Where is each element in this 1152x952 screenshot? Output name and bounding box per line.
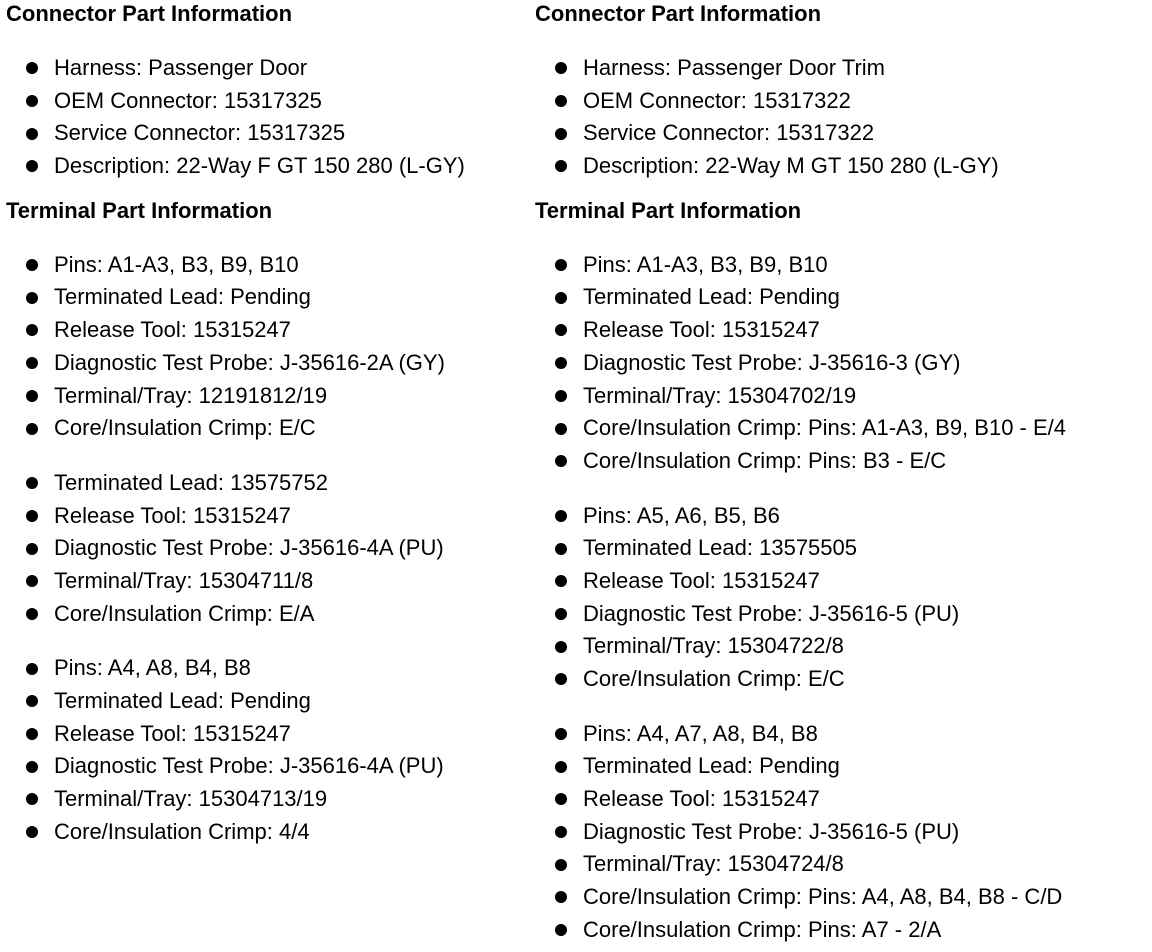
list-item: Terminated Lead: Pending bbox=[535, 750, 1147, 783]
connector-part-heading: Connector Part Information bbox=[535, 1, 822, 26]
list-item: Diagnostic Test Probe: J-35616-4A (PU) bbox=[6, 750, 526, 783]
list-item: Release Tool: 15315247 bbox=[535, 565, 1147, 598]
connector-part-heading: Connector Part Information bbox=[6, 1, 293, 26]
bullet-icon bbox=[26, 575, 38, 587]
connector-part-list bbox=[535, 52, 1147, 183]
bullet-icon bbox=[26, 423, 38, 435]
list-item: Core/Insulation Crimp: E/C bbox=[535, 663, 1147, 696]
terminal-group-2 bbox=[6, 467, 526, 630]
list-item: Pins: A4, A8, B4, B8 bbox=[6, 652, 526, 685]
bullet-icon bbox=[555, 543, 567, 555]
bullet-icon bbox=[26, 292, 38, 304]
bullet-icon bbox=[26, 62, 38, 74]
bullet-icon bbox=[555, 761, 567, 773]
terminal-part-heading: Terminal Part Information bbox=[6, 197, 273, 223]
right-column bbox=[535, 0, 1147, 947]
bullet-icon bbox=[26, 695, 38, 707]
bullet-icon bbox=[555, 859, 567, 871]
bullet-icon bbox=[555, 292, 567, 304]
list-item: Release Tool: 15315247 bbox=[6, 314, 526, 347]
list-item: Core/Insulation Crimp: E/A bbox=[6, 598, 526, 631]
bullet-icon bbox=[555, 62, 567, 74]
list-item: Diagnostic Test Probe: J-35616-4A (PU) bbox=[6, 532, 526, 565]
group-spacer bbox=[535, 478, 1147, 500]
bullet-icon bbox=[555, 793, 567, 805]
bullet-icon bbox=[26, 160, 38, 172]
bullet-icon bbox=[555, 259, 567, 271]
list-item: Terminal/Tray: 15304702/19 bbox=[535, 380, 1147, 413]
bullet-icon bbox=[555, 455, 567, 467]
list-item: Pins: A1-A3, B3, B9, B10 bbox=[535, 249, 1147, 282]
terminal-group-3 bbox=[6, 652, 526, 848]
list-item: Terminal/Tray: 15304713/19 bbox=[6, 783, 526, 816]
list-item: Core/Insulation Crimp: Pins: A1-A3, B9, B10 - E/4 bbox=[535, 412, 1147, 445]
bullet-icon bbox=[26, 259, 38, 271]
terminal-group-1 bbox=[535, 249, 1147, 478]
bullet-icon bbox=[26, 95, 38, 107]
list-item: Core/Insulation Crimp: Pins: B3 - E/C bbox=[535, 445, 1147, 478]
list-item: Service Connector: 15317325 bbox=[6, 117, 526, 150]
list-item: OEM Connector: 15317325 bbox=[6, 85, 526, 118]
list-item: Release Tool: 15315247 bbox=[6, 718, 526, 751]
list-item: Terminated Lead: Pending bbox=[6, 685, 526, 718]
bullet-icon bbox=[555, 641, 567, 653]
bullet-icon bbox=[26, 477, 38, 489]
list-item: Description: 22-Way M GT 150 280 (L-GY) bbox=[535, 150, 1147, 183]
bullet-icon bbox=[26, 390, 38, 402]
left-column bbox=[6, 0, 526, 848]
bullet-icon bbox=[555, 95, 567, 107]
bullet-icon bbox=[26, 128, 38, 140]
bullet-icon bbox=[555, 826, 567, 838]
list-item: Terminated Lead: 13575752 bbox=[6, 467, 526, 500]
group-spacer bbox=[6, 445, 526, 467]
list-item: Core/Insulation Crimp: 4/4 bbox=[6, 816, 526, 849]
bullet-icon bbox=[26, 728, 38, 740]
bullet-icon bbox=[555, 608, 567, 620]
bullet-icon bbox=[555, 924, 567, 936]
list-item: Pins: A1-A3, B3, B9, B10 bbox=[6, 249, 526, 282]
bullet-icon bbox=[26, 324, 38, 336]
bullet-icon bbox=[555, 324, 567, 336]
bullet-icon bbox=[555, 423, 567, 435]
bullet-icon bbox=[26, 793, 38, 805]
bullet-icon bbox=[555, 510, 567, 522]
list-item: Pins: A4, A7, A8, B4, B8 bbox=[535, 718, 1147, 751]
bullet-icon bbox=[555, 728, 567, 740]
list-item: Release Tool: 15315247 bbox=[6, 500, 526, 533]
list-item: Terminated Lead: 13575505 bbox=[535, 532, 1147, 565]
bullet-icon bbox=[555, 160, 567, 172]
list-item: Terminated Lead: Pending bbox=[535, 281, 1147, 314]
list-item: Terminal/Tray: 15304722/8 bbox=[535, 630, 1147, 663]
group-spacer bbox=[535, 696, 1147, 718]
bullet-icon bbox=[26, 826, 38, 838]
bullet-icon bbox=[555, 128, 567, 140]
bullet-icon bbox=[26, 663, 38, 675]
list-item: Harness: Passenger Door bbox=[6, 52, 526, 85]
list-item: Diagnostic Test Probe: J-35616-2A (GY) bbox=[6, 347, 526, 380]
list-item: OEM Connector: 15317322 bbox=[535, 85, 1147, 118]
list-item: Core/Insulation Crimp: Pins: A7 - 2/A bbox=[535, 914, 1147, 947]
list-item: Diagnostic Test Probe: J-35616-5 (PU) bbox=[535, 816, 1147, 849]
bullet-icon bbox=[555, 891, 567, 903]
list-item: Release Tool: 15315247 bbox=[535, 314, 1147, 347]
terminal-part-heading: Terminal Part Information bbox=[535, 197, 802, 223]
list-item: Terminal/Tray: 12191812/19 bbox=[6, 380, 526, 413]
list-item: Diagnostic Test Probe: J-35616-5 (PU) bbox=[535, 598, 1147, 631]
bullet-icon bbox=[26, 357, 38, 369]
bullet-icon bbox=[26, 608, 38, 620]
bullet-icon bbox=[555, 673, 567, 685]
bullet-icon bbox=[26, 543, 38, 555]
list-item: Terminal/Tray: 15304711/8 bbox=[6, 565, 526, 598]
list-item: Terminal/Tray: 15304724/8 bbox=[535, 848, 1147, 881]
bullet-icon bbox=[555, 357, 567, 369]
list-item: Terminated Lead: Pending bbox=[6, 281, 526, 314]
list-item: Pins: A5, A6, B5, B6 bbox=[535, 500, 1147, 533]
terminal-group-3 bbox=[535, 718, 1147, 947]
list-item: Service Connector: 15317322 bbox=[535, 117, 1147, 150]
bullet-icon bbox=[26, 761, 38, 773]
bullet-icon bbox=[555, 390, 567, 402]
list-item: Release Tool: 15315247 bbox=[535, 783, 1147, 816]
list-item: Harness: Passenger Door Trim bbox=[535, 52, 1147, 85]
terminal-group-1 bbox=[6, 249, 526, 445]
list-item: Description: 22-Way F GT 150 280 (L-GY) bbox=[6, 150, 526, 183]
list-item: Core/Insulation Crimp: E/C bbox=[6, 412, 526, 445]
terminal-group-2 bbox=[535, 500, 1147, 696]
list-item: Diagnostic Test Probe: J-35616-3 (GY) bbox=[535, 347, 1147, 380]
connector-part-list bbox=[6, 52, 526, 183]
bullet-icon bbox=[26, 510, 38, 522]
list-item: Core/Insulation Crimp: Pins: A4, A8, B4, B8 - C/D bbox=[535, 881, 1147, 914]
bullet-icon bbox=[555, 575, 567, 587]
group-spacer bbox=[6, 630, 526, 652]
